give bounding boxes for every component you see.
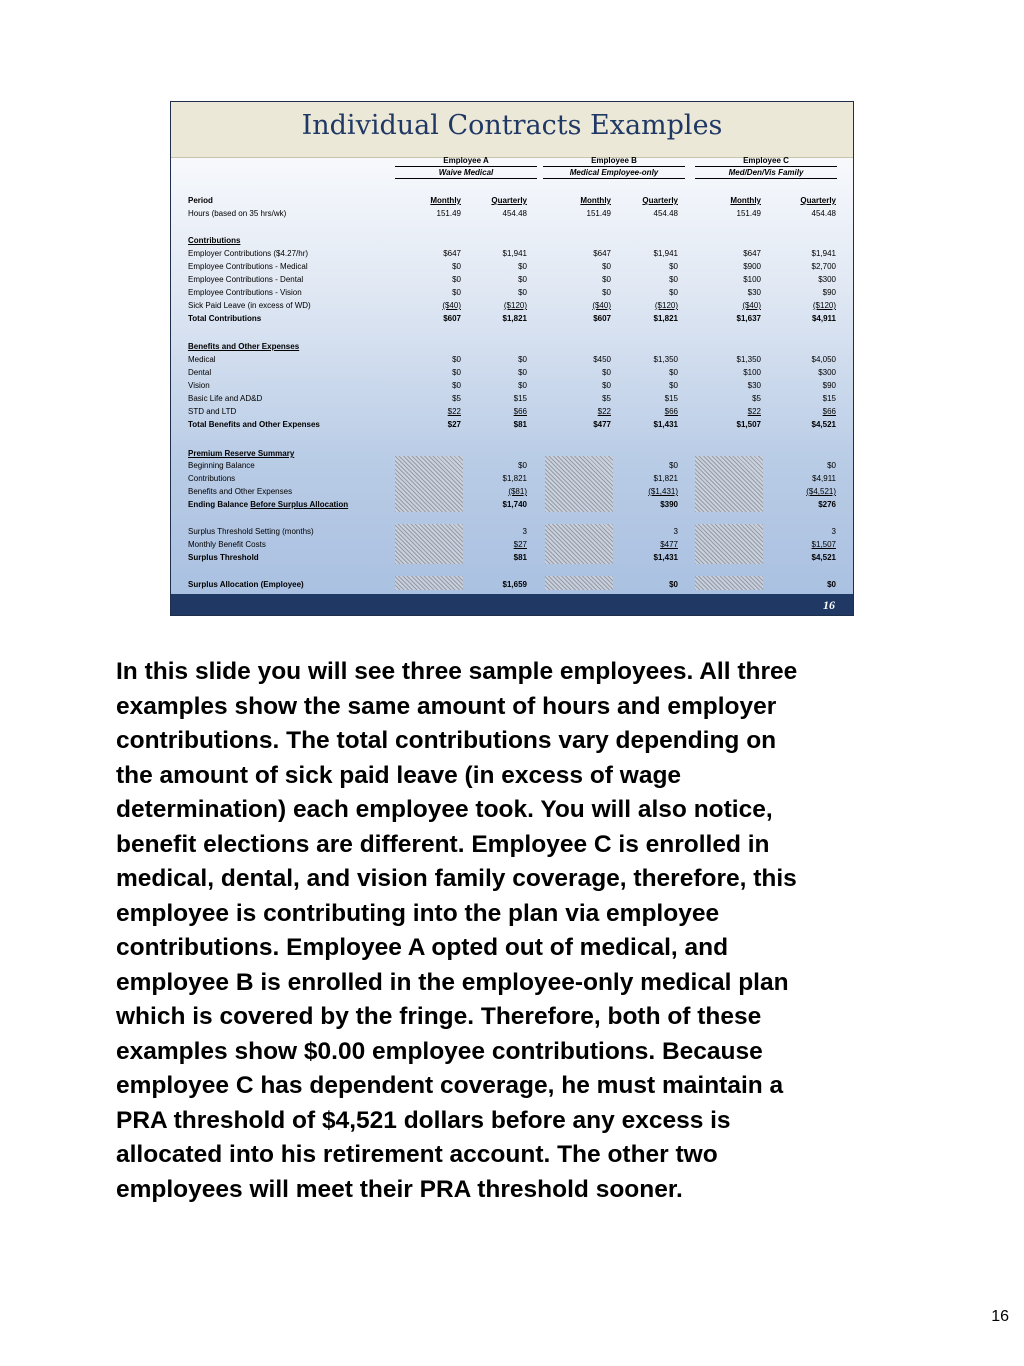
table-cell: Monthly — [730, 196, 761, 205]
table-cell: $1,821 — [502, 474, 527, 483]
row-label: Total Contributions — [188, 314, 262, 323]
notes-line: employees will meet their PRA threshold sooner. — [116, 1175, 683, 1203]
table-cell: $1,350 — [736, 355, 761, 364]
table-cell: ($1,431) — [648, 487, 678, 496]
table-cell: $1,740 — [502, 500, 527, 509]
row-label: Contributions — [188, 474, 236, 483]
table-cell: 454.48 — [811, 209, 836, 218]
table-row — [171, 194, 853, 207]
table-cell: $22 — [597, 407, 611, 416]
table-cell: Monthly — [580, 196, 611, 205]
speaker-notes — [116, 655, 916, 1207]
row-label: Contributions — [188, 236, 241, 245]
table-cell: $0 — [602, 275, 611, 284]
table-cell: $0 — [827, 461, 836, 470]
table-row — [171, 459, 853, 472]
table-cell: $1,821 — [653, 474, 678, 483]
table-row — [171, 273, 853, 286]
table-cell: $30 — [747, 288, 761, 297]
table-cell: $4,521 — [811, 553, 836, 562]
table-cell: $647 — [443, 249, 461, 258]
table-cell: $900 — [743, 262, 761, 271]
table-row — [171, 525, 853, 538]
table-cell: $1,941 — [502, 249, 527, 258]
table-cell: $0 — [518, 355, 527, 364]
employee-name: Employee C — [695, 155, 837, 167]
notes-line: determination) each employee took. You will also notice, — [116, 796, 773, 823]
table-row — [171, 353, 853, 366]
row-label: Monthly Benefit Costs — [188, 540, 266, 549]
notes-line: employee is contributing into the plan via employee — [116, 899, 720, 927]
row-label: Employee Contributions - Dental — [188, 275, 304, 284]
table-row — [171, 247, 853, 260]
table-cell: $5 — [602, 394, 611, 403]
table-cell: $1,821 — [653, 314, 678, 323]
table-cell: $1,507 — [736, 420, 761, 429]
table-cell: $81 — [513, 420, 527, 429]
table-row — [171, 392, 853, 405]
row-label — [188, 498, 348, 511]
table-cell: $0 — [518, 381, 527, 390]
slide-footer — [171, 594, 853, 615]
table-cell: $15 — [822, 394, 836, 403]
notes-line: PRA threshold of $4,521 dollars before any excess is — [116, 1106, 731, 1134]
table-cell: $0 — [452, 262, 461, 271]
table-cell: 454.48 — [653, 209, 678, 218]
page-number: 16 — [991, 1308, 1009, 1325]
table-row — [171, 578, 853, 591]
table-cell: $15 — [513, 394, 527, 403]
row-label: Period — [188, 196, 213, 205]
notes-line: which is covered by the fringe. Therefore, both of these — [116, 1003, 762, 1030]
table-cell: $477 — [660, 540, 678, 549]
table-cell: $4,911 — [812, 474, 836, 483]
row-label: Medical — [188, 355, 216, 364]
notes-line: contributions. Employee A opted out of medical, and — [116, 934, 729, 961]
row-label: Employee Contributions - Medical — [188, 262, 308, 271]
table-cell: $1,821 — [502, 314, 527, 323]
row-label: Employee Contributions - Vision — [188, 288, 302, 297]
employee-header — [395, 155, 537, 179]
table-row — [171, 312, 853, 325]
table-cell: $276 — [818, 500, 836, 509]
row-label: Surplus Threshold Setting (months) — [188, 527, 314, 536]
row-label: Benefits and Other Expenses — [188, 487, 293, 496]
table-cell: 151.49 — [586, 209, 611, 218]
table-cell: $0 — [669, 368, 678, 377]
table-cell: $0 — [602, 381, 611, 390]
table-row — [171, 260, 853, 273]
table-cell: $0 — [452, 275, 461, 284]
table-cell: $30 — [747, 381, 761, 390]
table-cell: $4,050 — [811, 355, 836, 364]
table-row — [171, 234, 853, 247]
table-cell: $0 — [602, 262, 611, 271]
table-cell: 151.49 — [436, 209, 461, 218]
employee-plan: Waive Medical — [395, 167, 537, 179]
table-cell: ($4,521) — [806, 487, 836, 496]
row-label: Hours (based on 35 hrs/wk) — [188, 209, 287, 218]
table-cell: 454.48 — [502, 209, 527, 218]
table-cell: $607 — [593, 314, 611, 323]
table-cell: $0 — [669, 262, 678, 271]
row-label: Premium Reserve Summary — [188, 449, 295, 458]
table-cell: $647 — [743, 249, 761, 258]
notes-line: the amount of sick paid leave (in excess of wage — [116, 761, 682, 789]
table-cell: ($81) — [508, 487, 527, 496]
table-cell: $66 — [664, 407, 678, 416]
table-row — [171, 299, 853, 312]
table-cell: $1,637 — [736, 314, 761, 323]
row-label-part: Before Surplus Allocation — [250, 500, 349, 509]
table-cell: 151.49 — [736, 209, 761, 218]
table-cell: 3 — [673, 527, 678, 536]
table-row — [171, 286, 853, 299]
table-cell: $0 — [669, 461, 678, 470]
notes-line: employee C has dependent coverage, he must maintain a — [116, 1072, 784, 1099]
table-cell: ($120) — [812, 301, 836, 310]
table-cell: $0 — [669, 381, 678, 390]
notes-line: contributions. The total contributions vary depending on — [116, 727, 777, 754]
row-label: Sick Paid Leave (in excess of WD) — [188, 301, 311, 310]
table-cell: $0 — [452, 355, 461, 364]
row-label: Surplus Allocation (Employee) — [188, 580, 304, 589]
table-cell: $0 — [518, 461, 527, 470]
table-cell: $66 — [513, 407, 527, 416]
table-cell: 3 — [522, 527, 527, 536]
table-cell: $27 — [447, 420, 461, 429]
table-row — [171, 551, 853, 564]
notes-line: examples show $0.00 employee contributions. Because — [116, 1037, 763, 1065]
table-cell: $100 — [743, 368, 761, 377]
table-cell: $0 — [602, 288, 611, 297]
table-cell: $27 — [513, 540, 527, 549]
notes-line: In this slide you will see three sample employees. All three — [116, 658, 798, 685]
table-cell: Quarterly — [642, 196, 678, 205]
notes-line: examples show the same amount of hours and employer — [116, 692, 777, 720]
row-label: Employer Contributions ($4.27/hr) — [188, 249, 309, 258]
table-cell: $0 — [452, 368, 461, 377]
table-cell: $0 — [518, 368, 527, 377]
table-cell: ($120) — [654, 301, 678, 310]
table-cell: ($40) — [592, 301, 611, 310]
row-label: Surplus Threshold — [188, 553, 259, 562]
table-row — [171, 405, 853, 418]
table-cell: $1,941 — [653, 249, 678, 258]
slide-header — [171, 102, 853, 158]
table-cell: $0 — [452, 288, 461, 297]
table-row — [171, 418, 853, 431]
table-row — [171, 379, 853, 392]
table-cell: 3 — [831, 527, 836, 536]
table-cell: $0 — [518, 262, 527, 271]
row-label: Vision — [188, 381, 210, 390]
table-cell: $0 — [669, 580, 678, 589]
table-cell: Quarterly — [491, 196, 527, 205]
table-row — [171, 498, 853, 511]
notes-line: allocated into his retirement account. The other two — [116, 1141, 718, 1168]
slide-title: Individual Contracts Examples — [301, 110, 723, 141]
row-label: Benefits and Other Expenses — [188, 342, 300, 351]
table-cell: $2,700 — [811, 262, 836, 271]
table-row — [171, 485, 853, 498]
table-row — [171, 366, 853, 379]
table-cell: $300 — [818, 368, 836, 377]
employee-header — [543, 155, 685, 179]
table-cell: $1,431 — [653, 553, 678, 562]
slide-thumbnail — [170, 101, 854, 616]
table-row — [171, 538, 853, 551]
table-cell: $390 — [660, 500, 678, 509]
table-cell: $300 — [818, 275, 836, 284]
employee-header — [695, 155, 837, 179]
table-cell: Monthly — [430, 196, 461, 205]
employee-plan: Med/Den/Vis Family — [695, 167, 837, 179]
table-cell: $450 — [593, 355, 611, 364]
employee-name: Employee A — [395, 155, 537, 167]
row-label-part: Ending Balance — [188, 500, 251, 509]
table-row — [171, 472, 853, 485]
table-cell: $90 — [822, 381, 836, 390]
table-row — [171, 340, 853, 353]
table-cell: $1,350 — [653, 355, 678, 364]
notes-line: benefit elections are different. Employee C is enrolled in — [116, 830, 770, 858]
row-label: Dental — [188, 368, 212, 377]
table-cell: $0 — [669, 275, 678, 284]
table-cell: $5 — [452, 394, 461, 403]
table-cell: $0 — [602, 368, 611, 377]
employee-plan: Medical Employee-only — [543, 167, 685, 179]
table-cell: ($40) — [442, 301, 461, 310]
table-cell: $1,431 — [653, 420, 678, 429]
notes-line: employee B is enrolled in the employee-only medical plan — [116, 968, 789, 996]
slide-number: 16 — [823, 598, 835, 612]
table-cell: $100 — [743, 275, 761, 284]
notes-line: medical, dental, and vision family coverage, therefore, this — [116, 865, 797, 892]
table-cell: $647 — [593, 249, 611, 258]
table-cell: $22 — [747, 407, 761, 416]
table-cell: $66 — [822, 407, 836, 416]
table-cell: $0 — [452, 381, 461, 390]
table-cell: $0 — [518, 275, 527, 284]
table-cell: $0 — [827, 580, 836, 589]
table-cell: ($120) — [503, 301, 527, 310]
row-label: Beginning Balance — [188, 461, 255, 470]
table-cell: $1,659 — [502, 580, 527, 589]
table-cell: $0 — [518, 288, 527, 297]
table-cell: $90 — [822, 288, 836, 297]
table-cell: $22 — [447, 407, 461, 416]
table-cell: $477 — [593, 420, 611, 429]
table-cell: $0 — [669, 288, 678, 297]
table-cell: $15 — [664, 394, 678, 403]
table-cell: $1,507 — [811, 540, 836, 549]
table-cell: Quarterly — [800, 196, 836, 205]
row-label: STD and LTD — [188, 407, 237, 416]
table-cell: $81 — [513, 553, 527, 562]
table-cell: $4,911 — [811, 314, 836, 323]
table-cell: $1,941 — [811, 249, 836, 258]
table-cell: $5 — [752, 394, 761, 403]
table-cell: ($40) — [742, 301, 761, 310]
table-cell: $4,521 — [811, 420, 836, 429]
table-row — [171, 207, 853, 220]
row-label: Basic Life and AD&D — [188, 394, 263, 403]
row-label: Total Benefits and Other Expenses — [188, 420, 320, 429]
employee-name: Employee B — [543, 155, 685, 167]
table-cell: $607 — [443, 314, 461, 323]
